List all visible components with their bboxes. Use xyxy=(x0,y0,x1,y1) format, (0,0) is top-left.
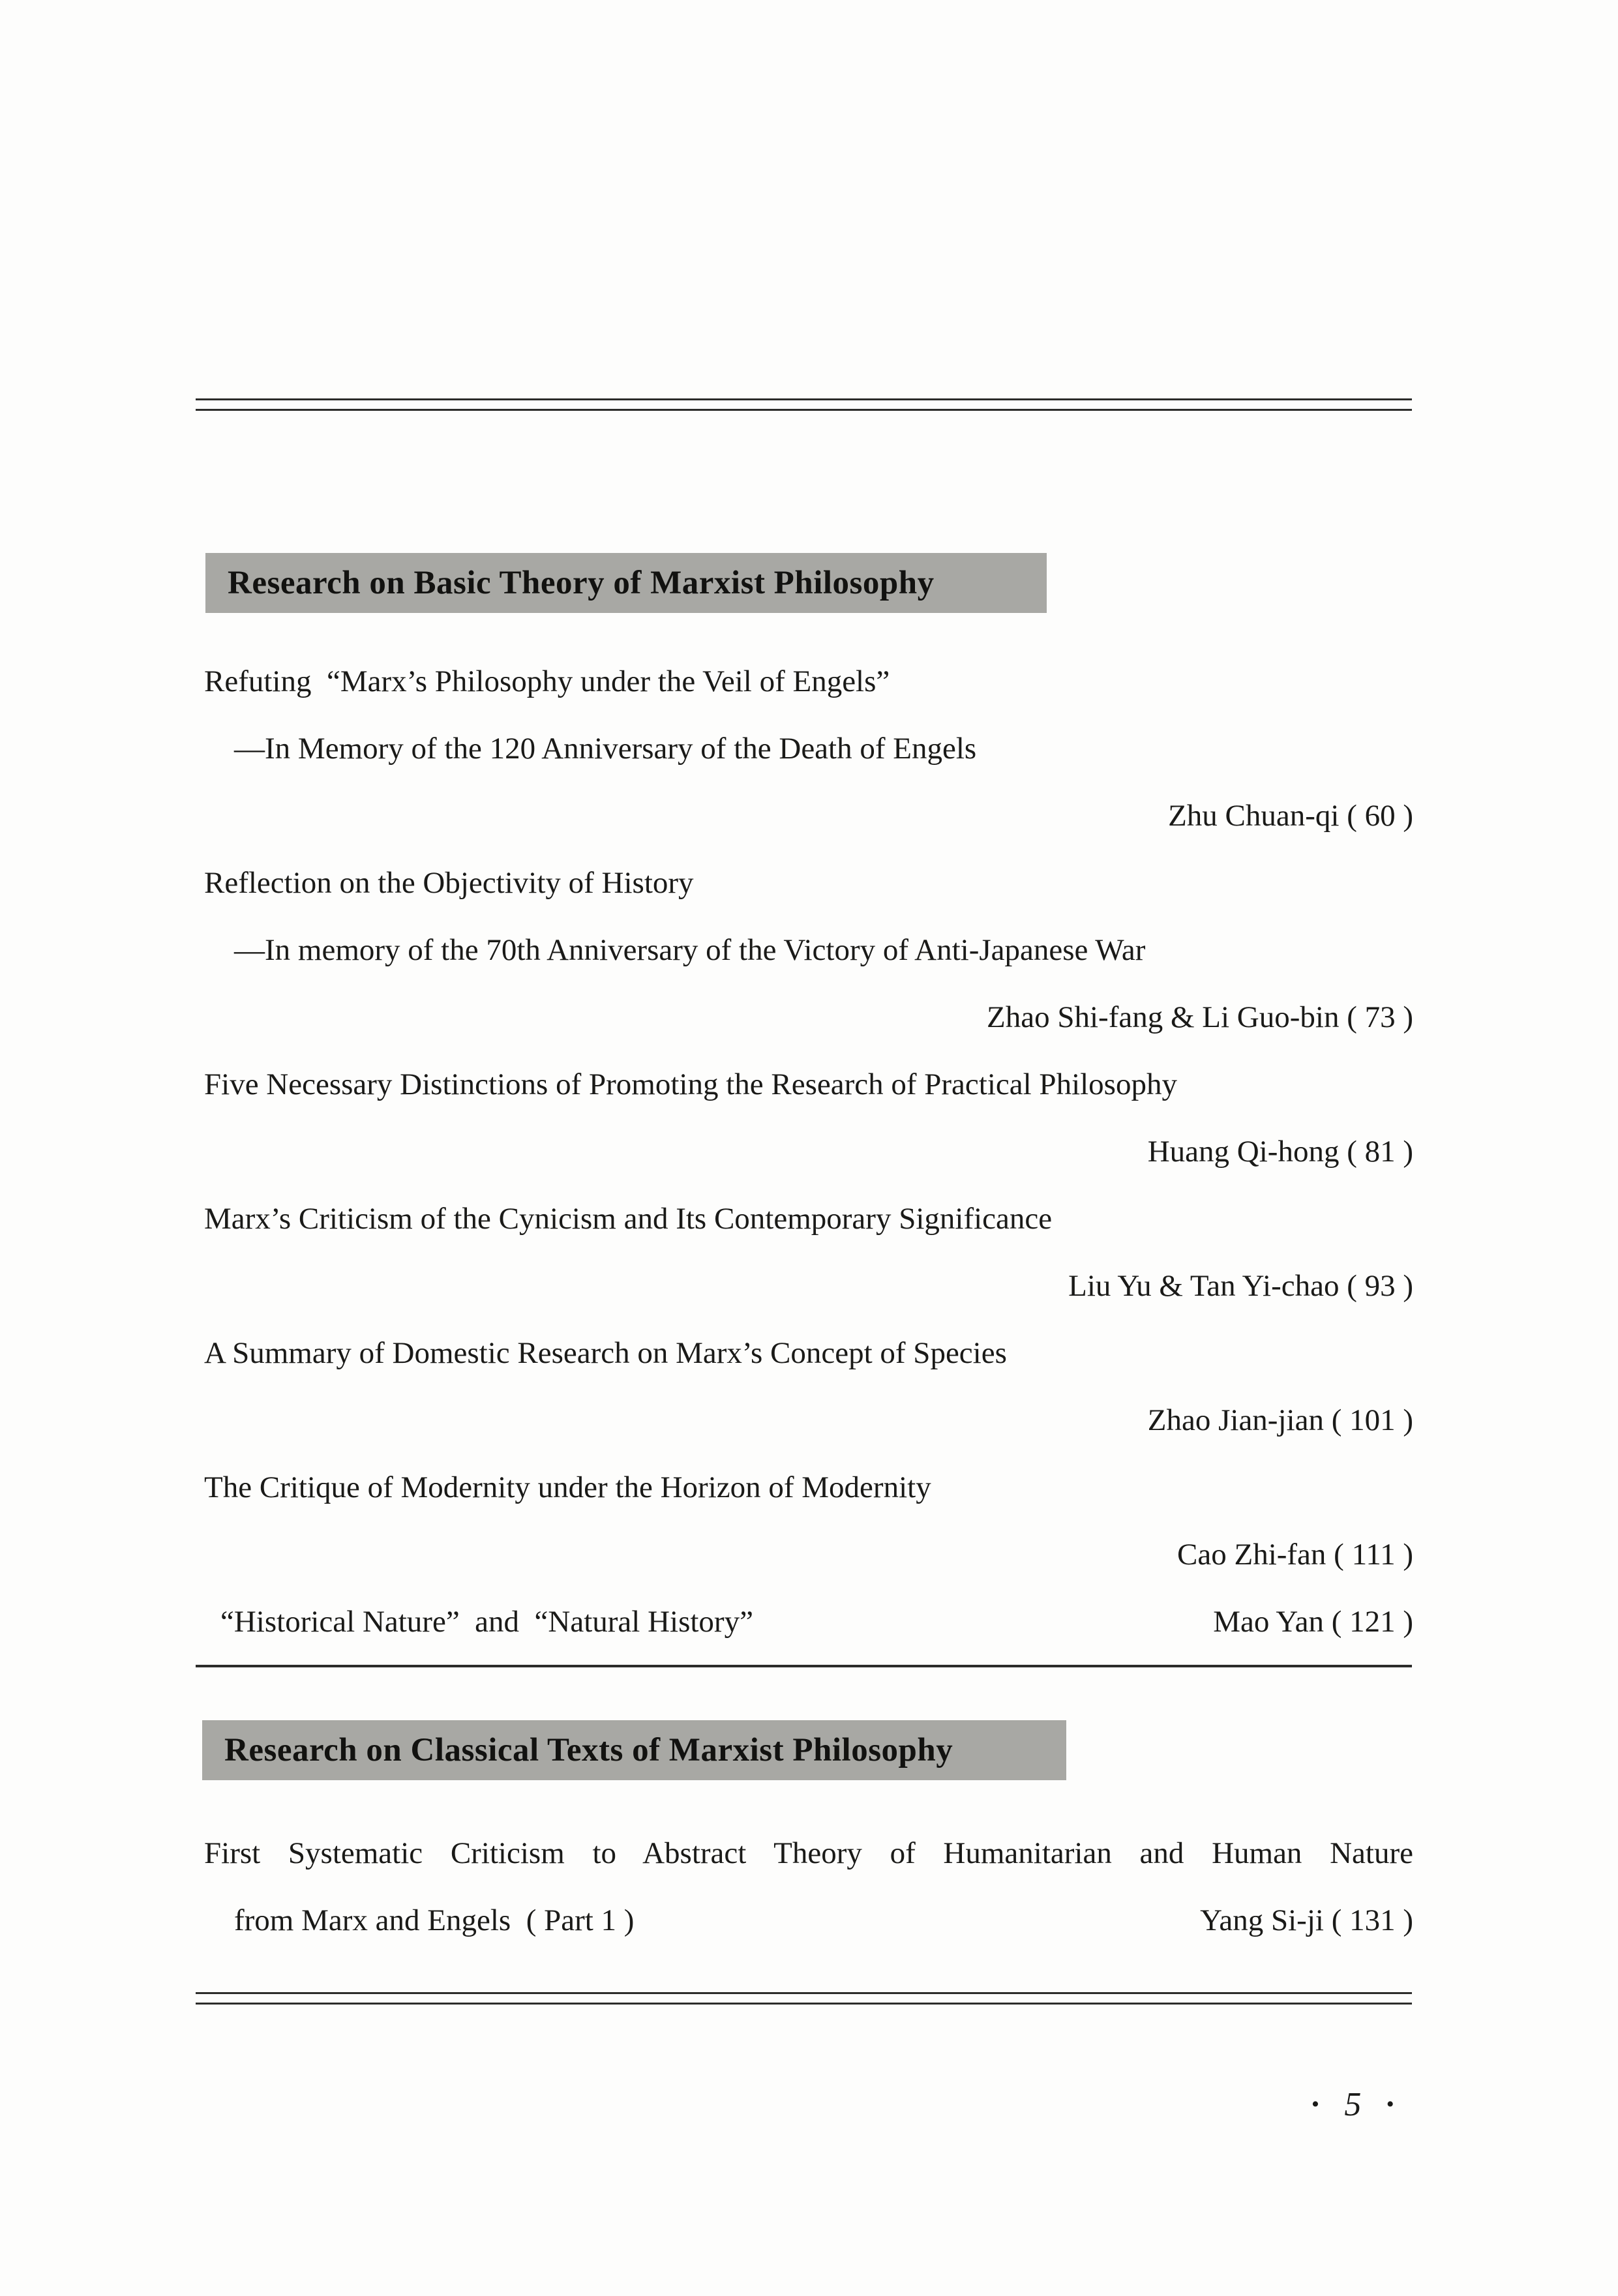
section-header-basic-theory xyxy=(205,553,1047,613)
toc-line xyxy=(204,1521,1413,1588)
article-title-continued: from Marx and Engels ( Part 1 ) xyxy=(234,1903,635,1937)
toc-line xyxy=(204,1118,1413,1185)
toc-line xyxy=(204,782,1413,849)
section-divider-rule xyxy=(196,1665,1412,1667)
bottom-double-rule xyxy=(196,1992,1412,2005)
article-subtitle: —In Memory of the 120 Anniversary of the Death of Engels xyxy=(234,731,977,766)
footer-left-dot: · xyxy=(1310,2085,1321,2122)
toc-line xyxy=(204,1252,1413,1319)
article-subtitle: —In memory of the 70th Anniversary of the Victory of Anti-Japanese War xyxy=(234,932,1146,967)
author-page-ref: Cao Zhi-fan ( 111 ) xyxy=(1177,1537,1413,1572)
article-title: Marx’s Criticism of the Cynicism and Its Contemporary Significance xyxy=(204,1201,1053,1236)
toc-line xyxy=(204,715,1413,782)
section-header-classical-texts xyxy=(202,1720,1066,1780)
toc-list-classical-texts xyxy=(204,1819,1413,1954)
author-page-ref: Zhu Chuan-qi ( 60 ) xyxy=(1168,798,1413,833)
footer-right-dot: · xyxy=(1385,2085,1396,2122)
footer-page-number: 5 xyxy=(1344,2086,1362,2123)
article-title: The Critique of Modernity under the Horizon of Modernity xyxy=(204,1470,931,1504)
toc-line xyxy=(204,1588,1413,1655)
article-title: Refuting “Marx’s Philosophy under the Veil of Engels” xyxy=(204,664,890,698)
article-title: Reflection on the Objectivity of History xyxy=(204,865,694,900)
article-title: Five Necessary Distinctions of Promoting the Research of Practical Philosophy xyxy=(204,1067,1177,1101)
author-page-ref: Huang Qi-hong ( 81 ) xyxy=(1147,1134,1413,1169)
toc-line xyxy=(204,648,1413,715)
section-title: Research on Basic Theory of Marxist Philosophy xyxy=(228,565,935,601)
toc-line xyxy=(204,849,1413,916)
author-page-ref: Yang Si-ji ( 131 ) xyxy=(1200,1903,1413,1937)
article-title: A Summary of Domestic Research on Marx’s Concept of Species xyxy=(204,1335,1007,1370)
article-title: “Historical Nature” and “Natural History” xyxy=(220,1604,753,1639)
page-number xyxy=(1310,2085,1396,2124)
top-double-rule xyxy=(196,398,1412,411)
section-title: Research on Classical Texts of Marxist Philosophy xyxy=(224,1732,953,1768)
article-title: First Systematic Criticism to Abstract Theory of Humanitarian and Human Nature xyxy=(204,1836,1413,1870)
toc-line xyxy=(204,1051,1413,1118)
author-page-ref: Zhao Shi-fang & Li Guo-bin ( 73 ) xyxy=(987,1000,1413,1034)
toc-list-basic-theory xyxy=(204,648,1413,1655)
toc-line xyxy=(204,1386,1413,1454)
toc-line xyxy=(204,1819,1413,1886)
author-page-ref: Mao Yan ( 121 ) xyxy=(1213,1604,1413,1639)
toc-line xyxy=(204,1454,1413,1521)
toc-line xyxy=(204,916,1413,983)
toc-line xyxy=(204,1886,1413,1954)
toc-line xyxy=(204,1185,1413,1252)
toc-line xyxy=(204,1319,1413,1386)
toc-line xyxy=(204,983,1413,1051)
author-page-ref: Liu Yu & Tan Yi-chao ( 93 ) xyxy=(1068,1268,1413,1303)
author-page-ref: Zhao Jian-jian ( 101 ) xyxy=(1147,1403,1413,1437)
